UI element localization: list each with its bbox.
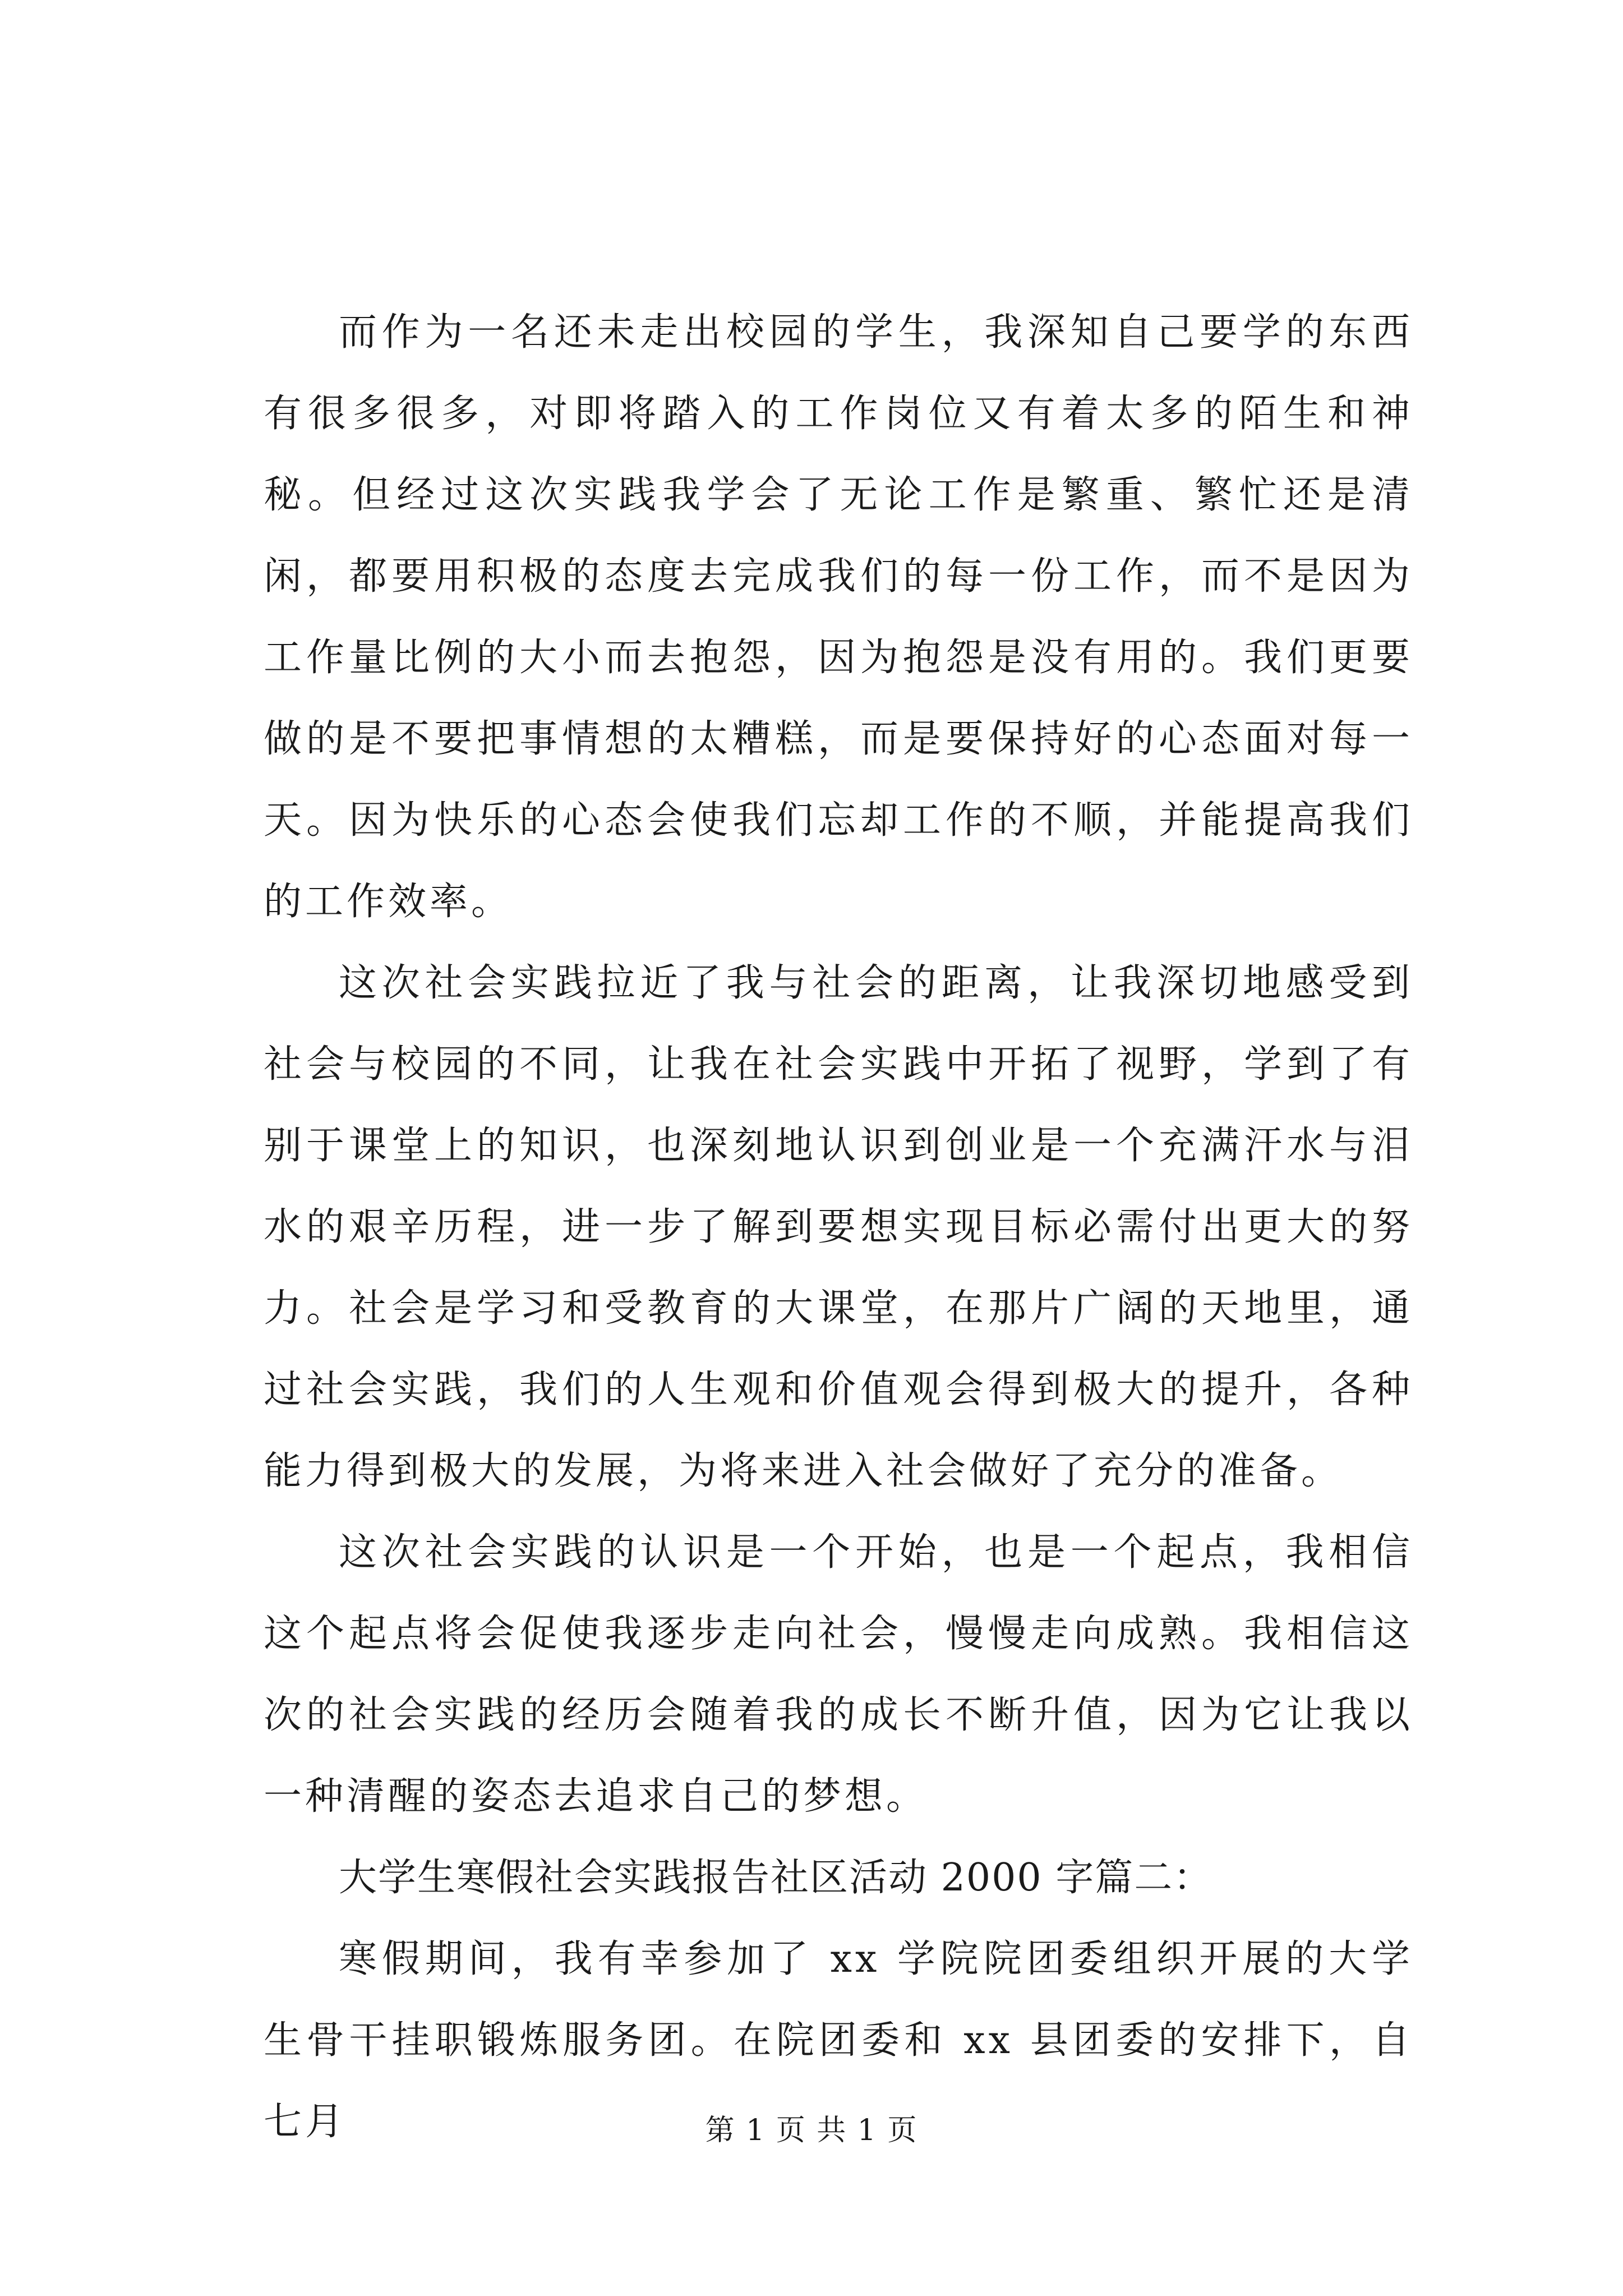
paragraph-4: 寒假期间，我有幸参加了 xx 学院院团委组织开展的大学生骨干挂职锻炼服务团。在院团委和 xx 县团委的安排下，自七月 bbox=[264, 1937, 1413, 2144]
document-body bbox=[264, 292, 1413, 2162]
paragraph-2: 这次社会实践拉近了我与社会的距离，让我深切地感受到社会与校园的不同，让我在社会实践中开拓了视野，学到了有别于课堂上的知识，也深刻地认识到创业是一个充满汗水与泪水的艰辛历程，进一步了解到要想实现目标必需付出更大的努力。社会是学习和受教育的大课堂，在那片广阔的天地里，通过社会实践，我们的人生观和价值观会得到极大的提升，各种能力得到极大的发展，为将来进入社会做好了充分的准备。 bbox=[264, 961, 1413, 1493]
paragraph-1: 而作为一名还未走出校园的学生，我深知自己要学的东西有很多很多，对即将踏入的工作岗位又有着太多的陌生和神秘。但经过这次实践我学会了无论工作是繁重、繁忙还是清闲，都要用积极的态度去完成我们的每一份工作，而不是因为工作量比例的大小而去抱怨，因为抱怨是没有用的。我们更要做的是不要把事情想的太糟糕，而是要保持好的心态面对每一天。因为快乐的心态会使我们忘却工作的不顺，并能提高我们的工作效率。 bbox=[264, 310, 1413, 924]
page-number-footer: 第 1 页 共 1 页 bbox=[705, 2114, 918, 2147]
section-heading: 大学生寒假社会实践报告社区活动 2000 字篇二： bbox=[339, 1856, 1213, 1900]
paragraph-3: 这次社会实践的认识是一个开始，也是一个起点，我相信这个起点将会促使我逐步走向社会，慢慢走向成熟。我相信这次的社会实践的经历会随着我的成长不断升值，因为它让我以一种清醒的姿态去追求自己的梦想。 bbox=[264, 1530, 1413, 1819]
